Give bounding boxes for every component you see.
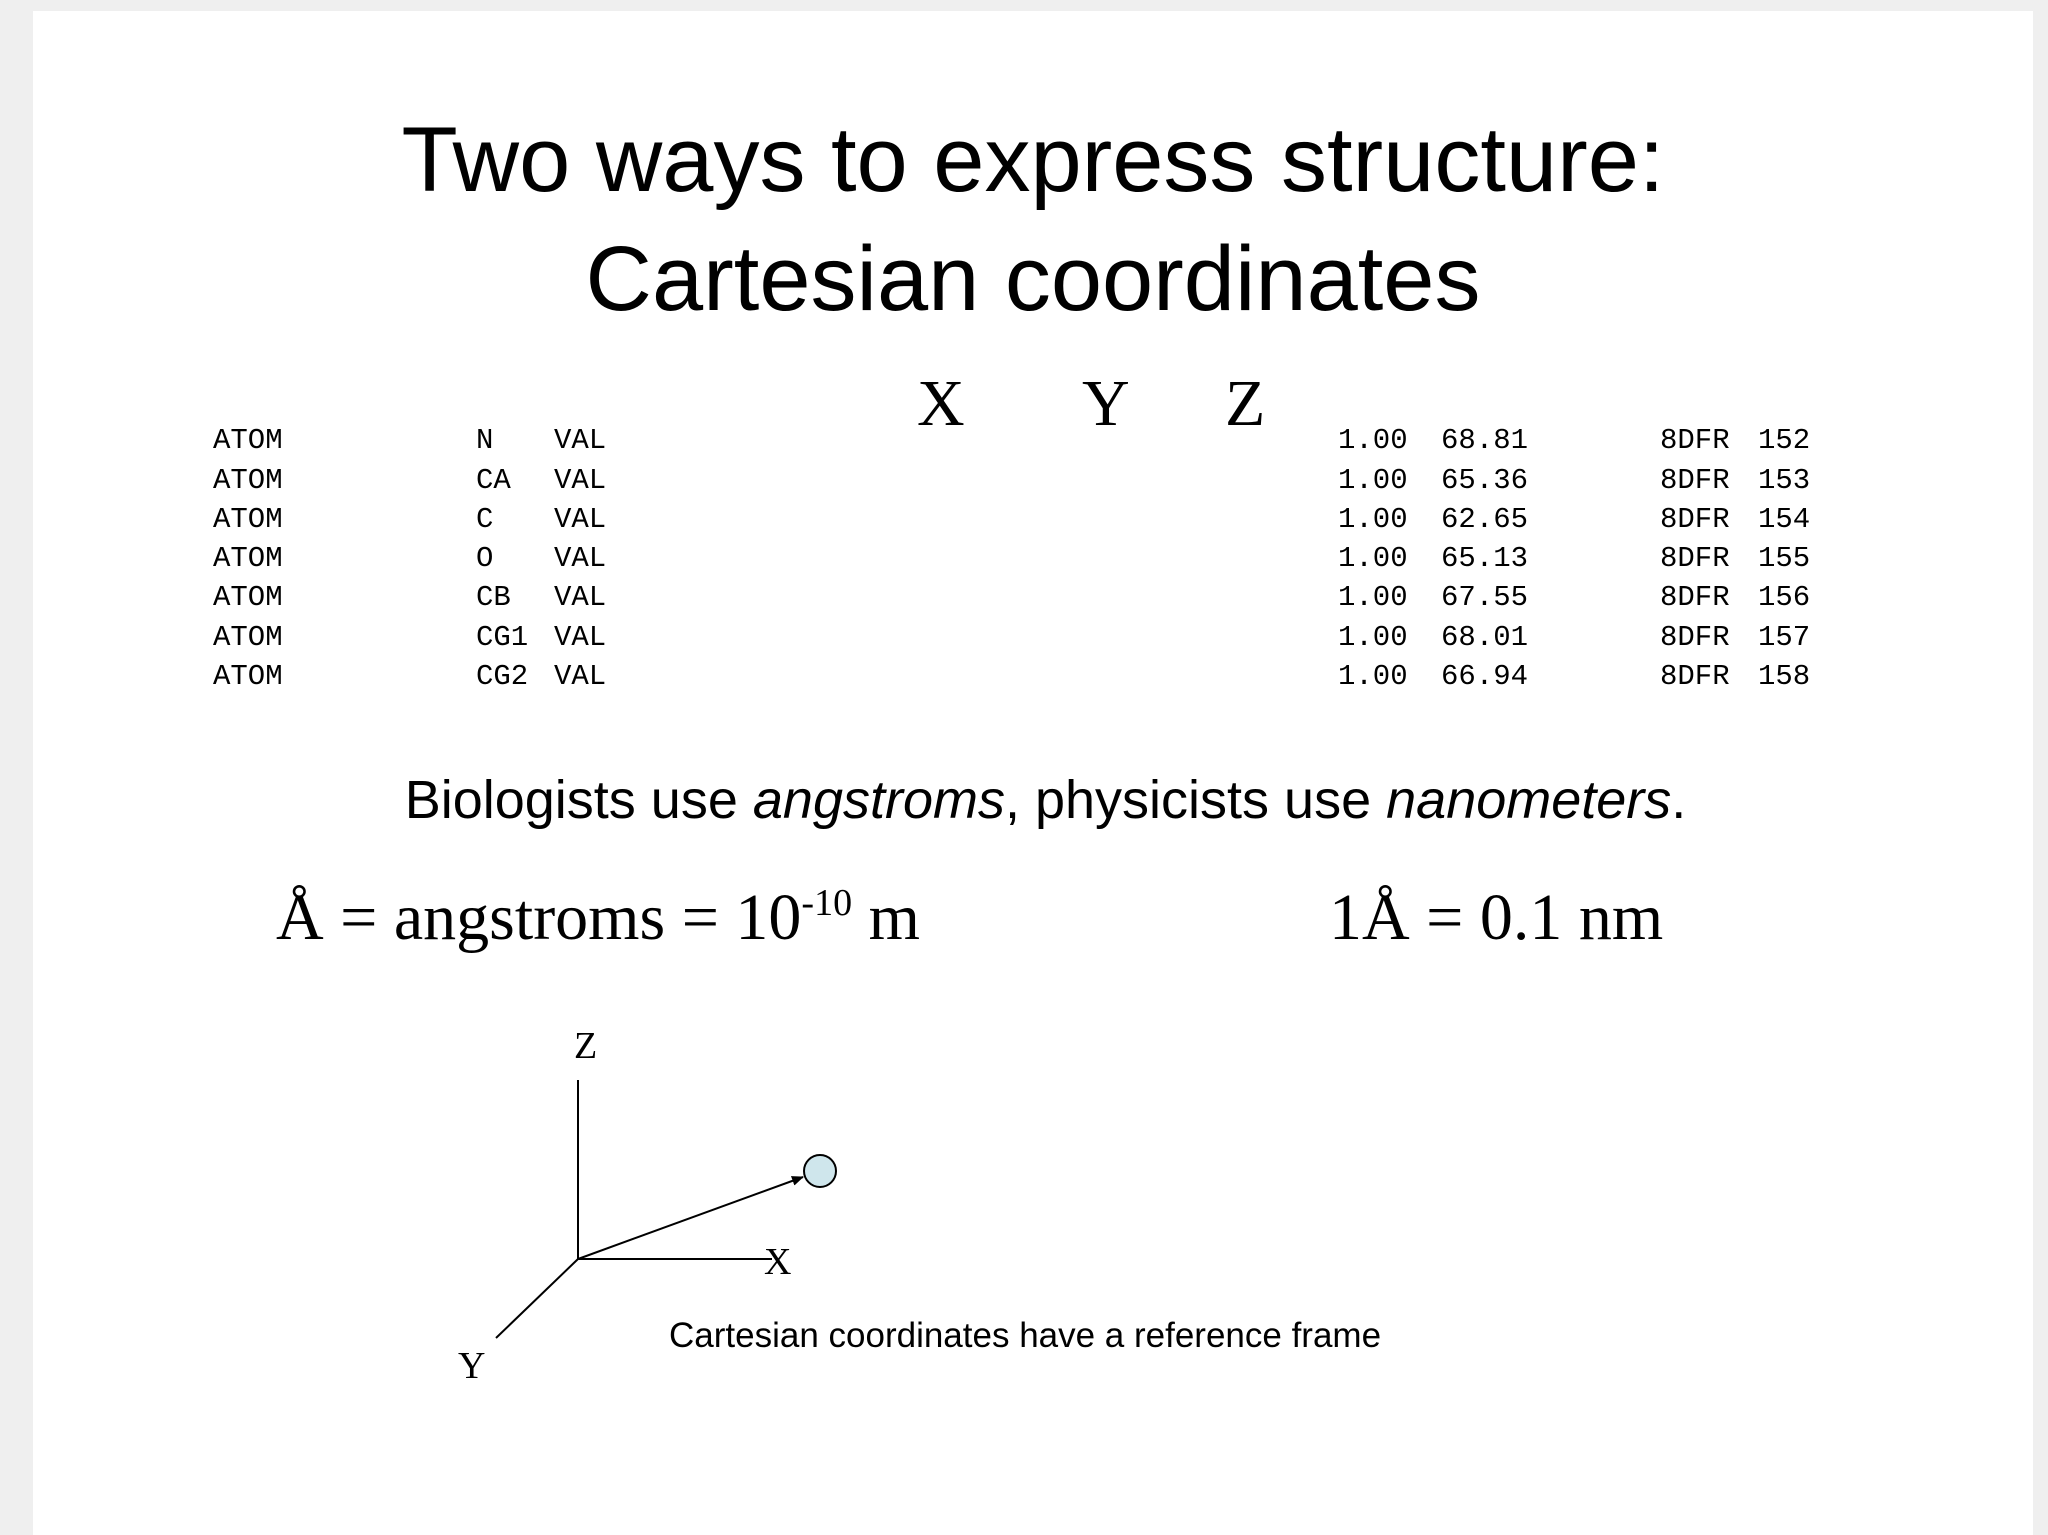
units-sentence-angstroms: angstroms (752, 770, 1005, 830)
pdb-cell-id-code: 8DFR (1660, 424, 1730, 457)
slide (33, 11, 2033, 1535)
angstrom-definition-base: Å = angstroms = 10 (276, 881, 802, 954)
angstrom-exponent: -10 (801, 882, 853, 924)
angstrom-nanometer-conversion: 1Å = 0.1 nm (1329, 881, 1664, 954)
pdb-cell-residue: VAL (554, 464, 607, 497)
pdb-cell-residue: VAL (554, 542, 607, 575)
pdb-cell-id-code: 8DFR (1660, 503, 1730, 536)
pdb-cell-record: ATOM (213, 424, 283, 457)
pdb-cell-b-factor: 62.65 (1441, 503, 1529, 536)
pdb-cell-line-number: 152 (1758, 424, 1811, 457)
units-sentence-part3: . (1671, 770, 1687, 830)
reference-frame-caption: Cartesian coordinates have a reference frame (669, 1316, 1382, 1355)
y-axis-label: Y (458, 1345, 486, 1387)
pdb-cell-occupancy: 1.00 (1338, 464, 1408, 497)
pdb-cell-atom-name: CG2 (476, 660, 529, 693)
slide-title-line-1: Two ways to express structure: (401, 109, 1665, 211)
pdb-cell-occupancy: 1.00 (1338, 621, 1408, 654)
pdb-cell-line-number: 153 (1758, 464, 1811, 497)
pdb-cell-atom-name: CG1 (476, 621, 529, 654)
pdb-cell-line-number: 155 (1758, 542, 1811, 575)
pdb-cell-residue: VAL (554, 424, 607, 457)
pdb-cell-b-factor: 68.01 (1441, 621, 1529, 654)
pdb-cell-residue: VAL (554, 503, 607, 536)
pdb-cell-residue: VAL (554, 581, 607, 614)
pdb-cell-b-factor: 68.81 (1441, 424, 1529, 457)
y-column-header: Y (1082, 367, 1130, 440)
pdb-cell-occupancy: 1.00 (1338, 424, 1408, 457)
pdb-cell-occupancy: 1.00 (1338, 660, 1408, 693)
pdb-cell-line-number: 154 (1758, 503, 1811, 536)
y-axis-line (496, 1259, 578, 1338)
atom-point (804, 1155, 836, 1187)
pdb-cell-b-factor: 65.13 (1441, 542, 1529, 575)
pdb-cell-id-code: 8DFR (1660, 464, 1730, 497)
pdb-cell-atom-name: N (476, 424, 494, 457)
pdb-cell-record: ATOM (213, 464, 283, 497)
pdb-cell-record: ATOM (213, 621, 283, 654)
pdb-cell-occupancy: 1.00 (1338, 542, 1408, 575)
pdb-cell-atom-name: CB (476, 581, 511, 614)
pdb-cell-line-number: 156 (1758, 581, 1811, 614)
pdb-cell-record: ATOM (213, 542, 283, 575)
pdb-cell-atom-name: C (476, 503, 494, 536)
pdb-cell-record: ATOM (213, 660, 283, 693)
z-axis-label: Z (574, 1025, 598, 1067)
pdb-cell-id-code: 8DFR (1660, 542, 1730, 575)
units-sentence-nanometers: nanometers (1386, 770, 1672, 830)
units-sentence-part2: , physicists use (1004, 770, 1387, 830)
units-sentence-part1: Biologists use (404, 770, 753, 830)
pdb-cell-residue: VAL (554, 621, 607, 654)
pdb-cell-b-factor: 67.55 (1441, 581, 1529, 614)
pdb-cell-residue: VAL (554, 660, 607, 693)
pdb-cell-b-factor: 66.94 (1441, 660, 1529, 693)
x-column-header: X (917, 367, 965, 440)
pdb-cell-atom-name: O (476, 542, 494, 575)
pdb-cell-record: ATOM (213, 581, 283, 614)
x-axis-label: X (764, 1241, 792, 1283)
angstrom-unit: m (852, 881, 920, 954)
pdb-cell-id-code: 8DFR (1660, 621, 1730, 654)
pdb-cell-occupancy: 1.00 (1338, 503, 1408, 536)
slide-title-line-2: Cartesian coordinates (585, 228, 1481, 330)
z-column-header: Z (1225, 367, 1266, 440)
pdb-cell-record: ATOM (213, 503, 283, 536)
pdb-cell-id-code: 8DFR (1660, 660, 1730, 693)
pdb-cell-id-code: 8DFR (1660, 581, 1730, 614)
pdb-cell-line-number: 157 (1758, 621, 1811, 654)
pdb-cell-line-number: 158 (1758, 660, 1811, 693)
pdb-cell-occupancy: 1.00 (1338, 581, 1408, 614)
reference-frame-diagram (33, 11, 2033, 1535)
pdb-cell-atom-name: CA (476, 464, 511, 497)
pdb-cell-b-factor: 65.36 (1441, 464, 1529, 497)
